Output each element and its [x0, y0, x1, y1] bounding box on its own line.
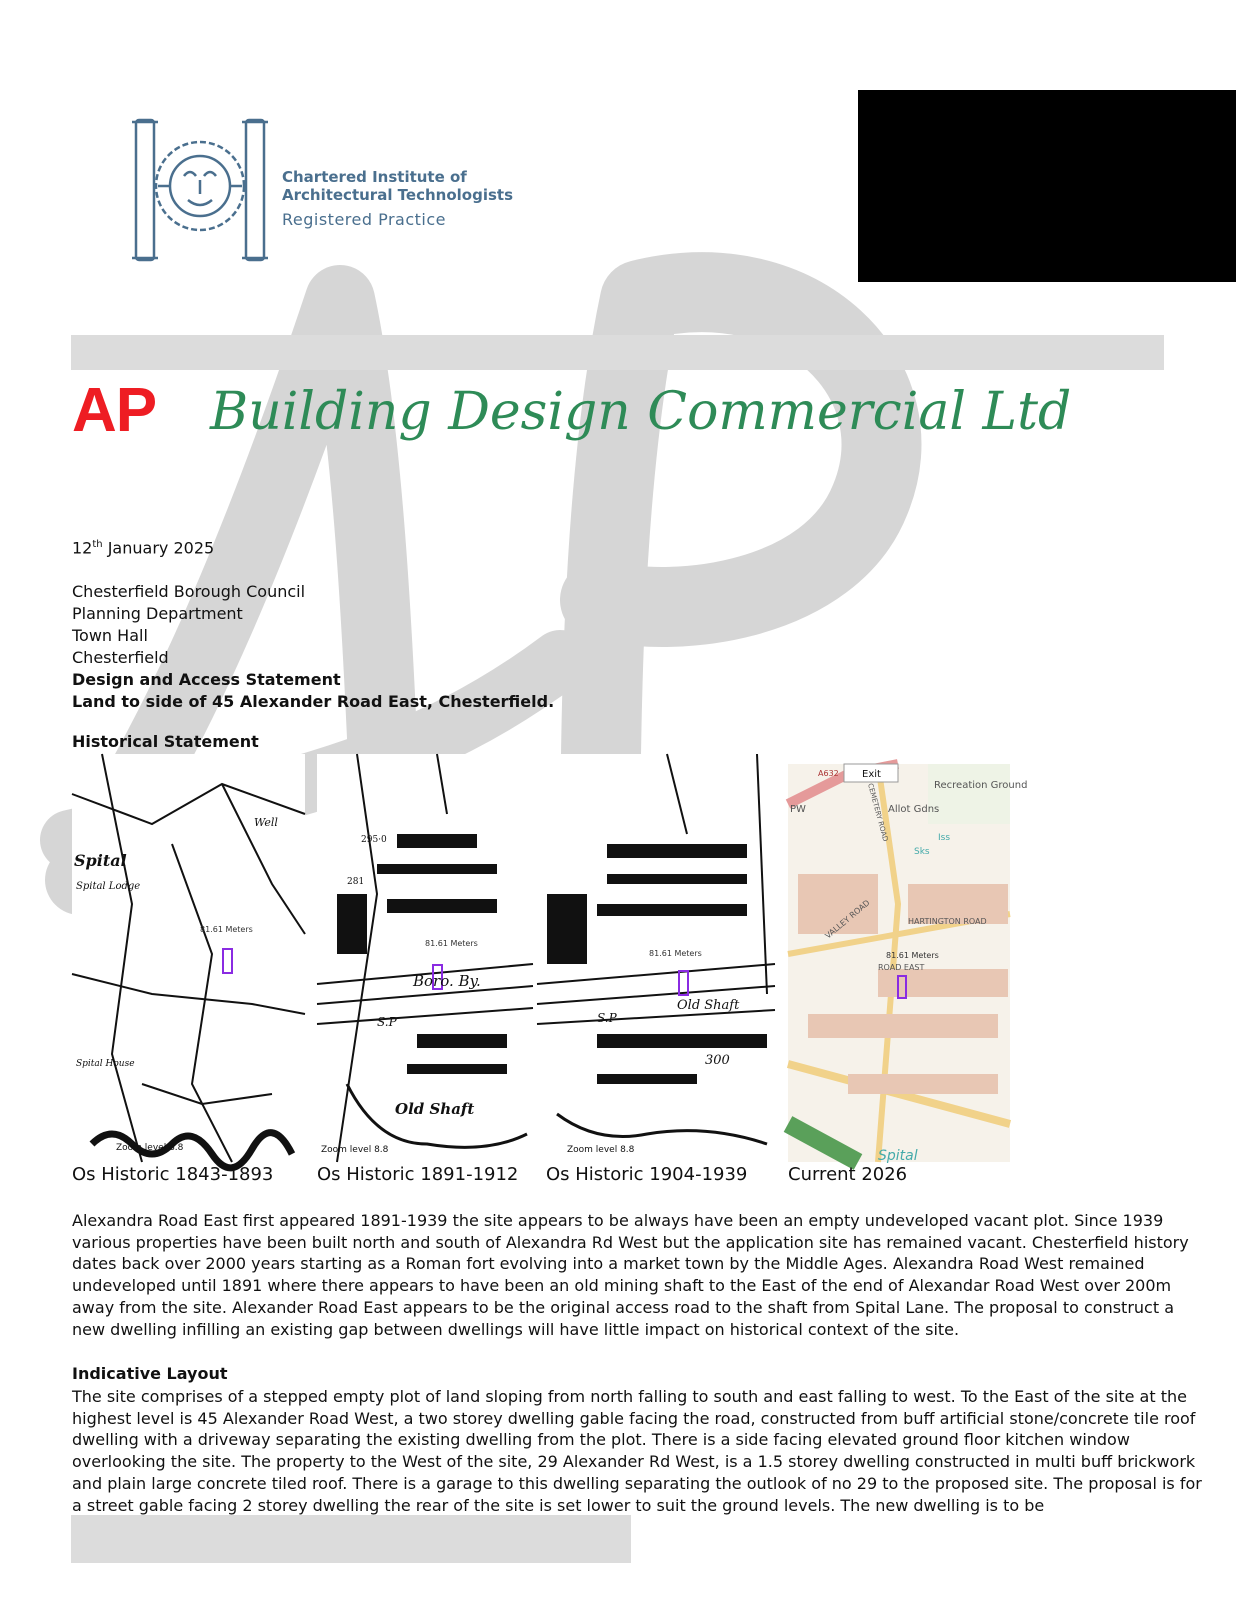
- map-label: S.P: [377, 1015, 397, 1029]
- map-label: VALLEY ROAD: [823, 898, 872, 941]
- map-zoom-label: Zoom level 8.8: [567, 1145, 635, 1155]
- ciat-emblem-logo: [128, 116, 276, 264]
- address-line: Chesterfield Borough Council: [72, 582, 306, 602]
- map-label: Spital: [878, 1148, 918, 1164]
- map-label: 281: [347, 877, 365, 887]
- map-label: Spital House: [76, 1059, 135, 1069]
- header-divider-bar: [71, 335, 1164, 370]
- redacted-block: [858, 90, 1236, 282]
- map-label: Old Shaft: [677, 998, 740, 1013]
- layout-paragraph: The site comprises of a stepped empty plot of land sloping from north falling to south and east falling to west. To the East of the site at the highest level is 45 Alexander Road West, a two storey dwelling gable facing the road, constructed from buff artificial stone/concrete tile roof dwelling with a driveway separating the existing dwelling from the plot. There is a side facing elevated ground floor kitchen window overlooking the site. The property to the West of the site, 29 Alexander Rd West, is a 1.5 storey dwelling constructed in multi buff brickwork and plain large concrete tiled roof. There is a garage to this dwelling separating the outlook of no 29 to the proposed site. The proposal is for a street gable facing 2 storey dwelling the rear of the site is set lower to suit the ground levels. The new dwelling is to be: [72, 1387, 1202, 1515]
- map-1891-1912: [317, 754, 533, 1162]
- footer-grey-bar: [71, 1515, 631, 1563]
- map-zoom-label: Zoom level 8.8: [116, 1143, 184, 1153]
- map-1843-1893: [72, 754, 305, 1162]
- address-line: Planning Department: [72, 604, 243, 624]
- map-label: Allot Gdns: [888, 804, 940, 815]
- map-label: Exit: [862, 769, 881, 780]
- map-label: Spital Lodge: [76, 881, 141, 892]
- ciat-line-2: Architectural Technologists: [282, 186, 514, 204]
- ciat-line-1: Chartered Institute of: [282, 168, 467, 186]
- historical-paragraph: Alexandra Road East first appeared 1891-1939 the site appears to be always have been an empty undeveloped vacant plot. Since 1939 various properties have been built north and south of Alexandra Rd West but the application site has remained vacant. Chesterfield history dates back over 2000 years starting as a Roman fort evolving into a market town by the Middle Ages. Alexandra Road West remained undeveloped until 1891 where there appears to have been an old mining shaft to the East of the end of Alexandar Road West over 200m away from the site. Alexander Road East appears to be the original access road to the shaft from Spital Lane. The proposal to construct a new dwelling infilling an existing gap between dwellings will have little impact on historical context of the site.: [72, 1211, 1189, 1339]
- map-label: Iss: [938, 833, 951, 843]
- map-label: Old Shaft: [395, 1100, 475, 1118]
- address-line: Chesterfield: [72, 648, 169, 668]
- map-label: ROAD EAST: [878, 963, 925, 972]
- ciat-line-3: Registered Practice: [282, 210, 447, 229]
- layout-heading: Indicative Layout: [72, 1364, 228, 1383]
- map-label: 295·0: [361, 835, 387, 845]
- ciat-text-block: [282, 168, 513, 229]
- map-label: Well: [254, 816, 278, 829]
- map-label: Spital: [74, 851, 127, 870]
- letter-header: [72, 534, 554, 713]
- map-caption: Os Historic 1904-1939: [546, 1164, 748, 1185]
- map-meters-label: 81.61 Meters: [425, 939, 478, 948]
- map-label: S.P: [597, 1011, 617, 1025]
- map-label: HARTINGTON ROAD: [908, 917, 987, 926]
- map-label: Recreation Ground: [934, 780, 1028, 791]
- letter-date: 12th January 2025: [72, 538, 215, 558]
- map-caption: Os Historic 1891-1912: [317, 1164, 519, 1185]
- historical-heading: Historical Statement: [72, 732, 259, 751]
- map-1904-1939: [537, 754, 775, 1162]
- map-zoom-label: Zoom level 8.8: [321, 1145, 389, 1155]
- map-caption: Os Historic 1843-1893: [72, 1164, 274, 1185]
- map-meters-label: 81.61 Meters: [649, 949, 702, 958]
- map-meters-label: 81.61 Meters: [886, 951, 939, 960]
- map-label: 300: [705, 1053, 730, 1068]
- map-label: A632: [818, 769, 839, 778]
- map-label: Boro. By.: [413, 972, 481, 990]
- map-meters-label: 81.61 Meters: [200, 925, 253, 934]
- address-line: Town Hall: [72, 626, 148, 646]
- ap-logo: AP: [72, 376, 157, 445]
- map-caption: Current 2026: [788, 1164, 908, 1185]
- map-label: Sks: [914, 847, 930, 857]
- map-label: CEMETERY ROAD: [866, 782, 890, 843]
- firm-name: Building Design Commercial Ltd: [210, 382, 1072, 442]
- map-label: PW: [790, 804, 806, 815]
- map-current-2026: [788, 764, 1028, 1164]
- subject-line-1: Design and Access Statement: [72, 670, 341, 690]
- subject-line-2: Land to side of 45 Alexander Road East, Chesterfield.: [72, 692, 555, 712]
